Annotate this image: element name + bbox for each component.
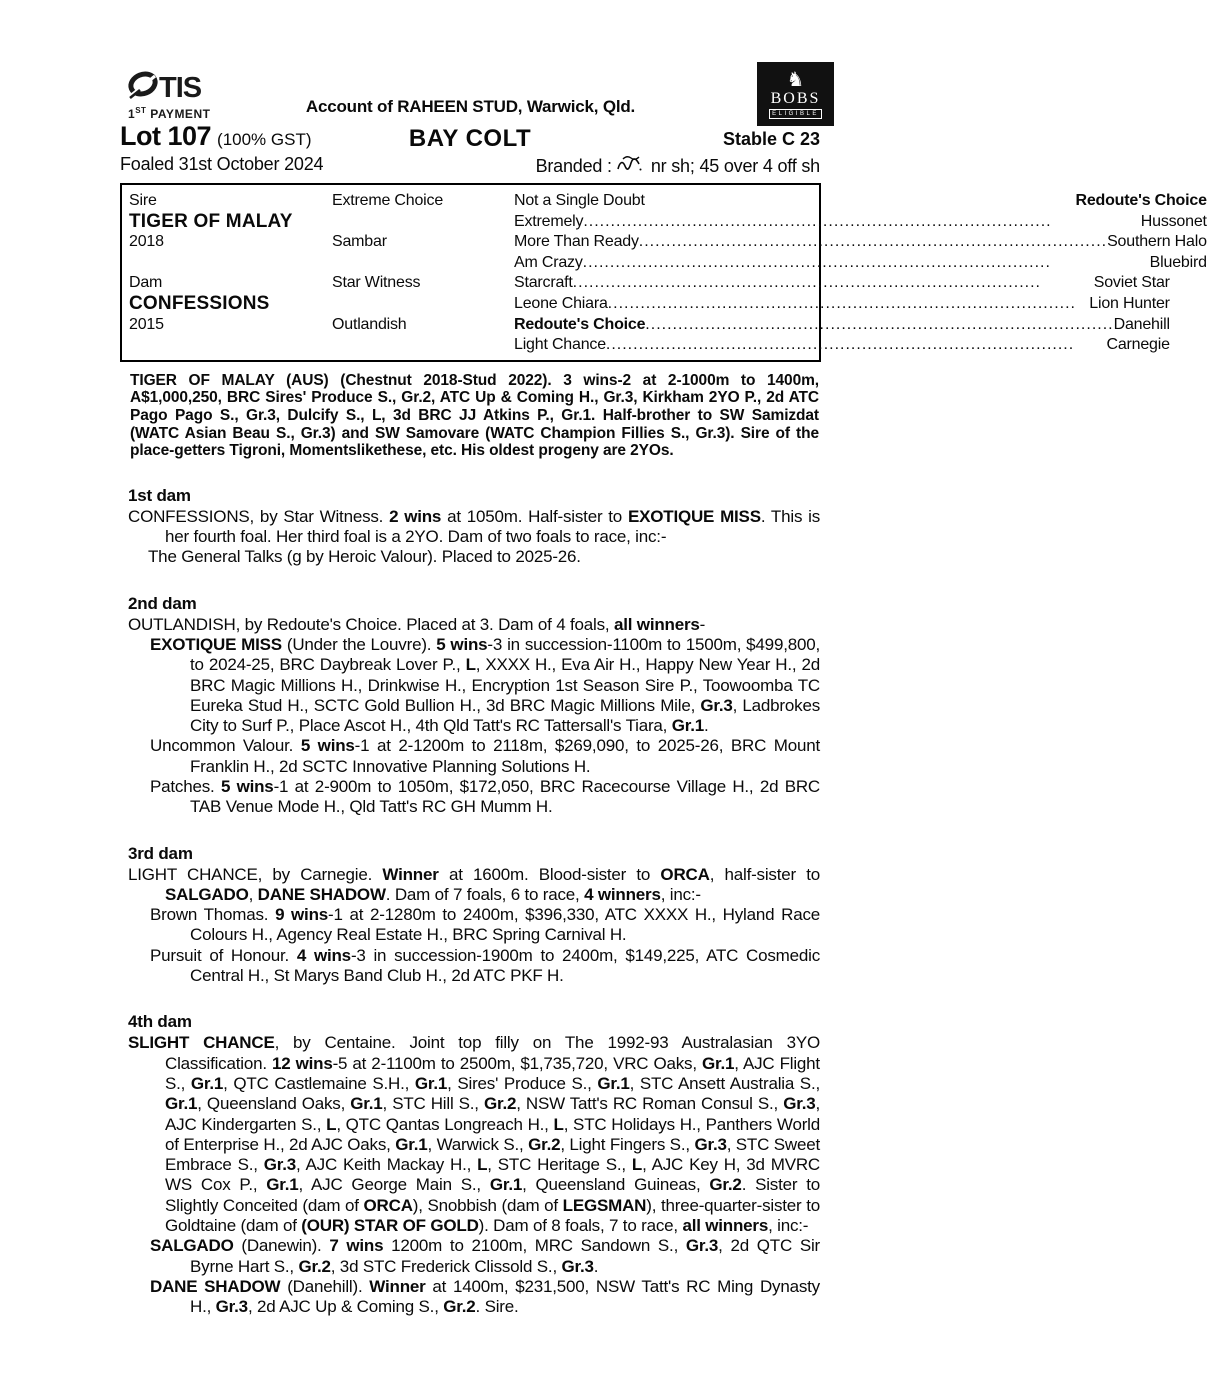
dam-parent-2: Outlandish xyxy=(332,315,407,333)
sire-parents-column xyxy=(332,191,514,273)
dam-entry: LIGHT CHANCE, by Carnegie. Winner at 1600m. Blood-sister to ORCA, half-sister to SALGADO, DANE SHADOW. Dam of 7 foals, 6 to race, 4 winners, inc:- xyxy=(128,864,821,904)
horse-head-icon: ♞ xyxy=(786,68,805,91)
branded-line xyxy=(536,154,820,179)
dam-parents-column xyxy=(332,273,514,355)
ancestor-line: More Than Ready ..... Southern Halo xyxy=(514,232,1207,253)
sire-role-label: Sire xyxy=(129,192,157,209)
brand-squiggle-icon xyxy=(616,154,646,179)
dam-parent-1: Star Witness xyxy=(332,274,421,292)
horse-entry: Patches. 5 wins-1 at 2-900m to 1050m, $172,050, BRC Racecourse Village H., 2d BRC TAB Venue Mode H., Qld Tatt's RC GH Mumm H. xyxy=(150,776,821,817)
sire-name: TIGER OF MALAY xyxy=(129,210,293,232)
gst-label: (100% GST) xyxy=(217,130,312,149)
horse-entry: EXOTIQUE MISS (Under the Louvre). 5 wins-3 in succession-1100m to 1500m, $499,800, to 2024-25, BRC Daybreak Lover P., L, XXXX H., Eva Air H., Happy New Year H., 2d BRC Magic Millions H., Drinkwise H., Encryption 1st Season Sire P., Toowoomba TC Eureka Stud H., SCTC Gold Bullion H., 3d BRC Magic Millions Mile, Gr.3, Ladbrokes City to Surf P., Place Ascot H., 4th Qld Tatt's RC Tattersall's Tiara, Gr.1. xyxy=(150,634,821,736)
dam-entry: SLIGHT CHANCE, by Centaine. Joint top filly on The 1992-93 Australasian 3YO Classification. 12 wins-5 at 2-1100m to 2500m, $1,735,720, VRC Oaks, Gr.1, AJC Flight S., Gr.1, QTC Castlemaine S.H., Gr.1, Sires' Produce S., Gr.1, STC Ansett Australia S., Gr.1, Queensland Oaks, Gr.1, STC Hill S., Gr.2, NSW Tatt's RC Roman Consul S., Gr.3, AJC Kindergarten S., L, QTC Qantas Longreach H., L, STC Holidays H., Panthers World of Enterprise H., 2d AJC Oaks, Gr.1, Warwick S., Gr.2, Light Fingers S., Gr.3, STC Sweet Embrace S., Gr.3, AJC Keith Mackay H., L, STC Heritage S., L, AJC Key H, 3d MVRC WS Cox P., Gr.1, AJC George Main S., Gr.1, Queensland Guineas, Gr.2. Sister to Slightly Conceited (dam of ORCA), Snobbish (dam of LEGSMAN), three-quarter-sister to Goldtaine (dam of (OUR) STAR OF GOLD). Dam of 8 foals, 7 to race, all winners, inc:- xyxy=(128,1033,821,1236)
ancestor-line: Light Chance ..... Carnegie xyxy=(514,335,1170,356)
sire-parent-2: Sambar xyxy=(332,233,387,251)
stable-label: Stable C 23 xyxy=(722,129,820,149)
horse-entry: Uncommon Valour. 5 wins-1 at 2-1200m to 2118m, $269,090, to 2025-26, BRC Mount Franklin H., 2d SCTC Innovative Planning Solutions H. xyxy=(150,736,821,776)
dam-year: 2015 xyxy=(129,315,164,333)
qtis-first-payment-label: 1ST PAYMENT xyxy=(128,106,211,121)
catalogue-page xyxy=(120,0,1207,1318)
sire-summary-paragraph: TIGER OF MALAY (AUS) (Chestnut 2018-Stud 2022). 3 wins-2 at 2-1000m to 1400m, A$1,000,250, BRC Sires' Produce S., Gr.2, ATC Up & Coming H., Gr.3, Kirkham 2YO P., 2d ATC Pago Pago S., Gr.3, Dulcify S., L, 3d BRC JJ Atkins P., Gr.1. Half-brother to SW Samizdat (WATC Asian Beau S., Gr.3) and SW Samovare (WATC Champion Fillies S., Gr.3). Sire of the place-getters Tigroni, Momentslikethese, etc. His oldest progeny are 2YOs. xyxy=(130,371,819,460)
branded-suffix: nr sh; 45 over 4 off sh xyxy=(650,156,820,176)
bobs-eligible-logo xyxy=(757,62,834,126)
foaled-date: Foaled 31st October 2024 xyxy=(120,154,324,174)
vendor-account-line: Account of RAHEEN STUD, Warwick, Qld. xyxy=(305,97,636,116)
lot-number: Lot 107 xyxy=(120,121,212,151)
section-4th-dam xyxy=(120,1012,821,1317)
section-3rd-dam xyxy=(120,844,821,987)
horse-entry: Brown Thomas. 9 wins-1 at 2-1280m to 2400m, $396,330, ATC XXXX H., Hyland Race Colours H., Agency Real Estate H., BRC Spring Carnival H. xyxy=(150,905,821,945)
dam-ancestors-column xyxy=(514,273,1170,355)
section-heading: 3rd dam xyxy=(128,843,193,863)
section-heading: 2nd dam xyxy=(128,593,197,613)
ancestor-line: Extremely ..... Hussonet xyxy=(514,212,1207,233)
horse-entry: DANE SHADOW (Danehill). Winner at 1400m, $231,500, NSW Tatt's RC Ming Dynasty H., Gr.3, 2d AJC Up & Coming S., Gr.2. Sire. xyxy=(150,1276,820,1317)
qtis-wordmark-tis: TIS xyxy=(159,71,202,104)
section-heading: 4th dam xyxy=(128,1012,192,1032)
ancestor-line: Not a Single Doubt Redoute's Choice xyxy=(514,192,1207,209)
pedigree-table xyxy=(120,183,1207,362)
ancestor-line: Am Crazy ..... Bluebird xyxy=(514,253,1207,274)
horse-entry: SALGADO (Danewin). 7 wins 1200m to 2100m, MRC Sandown S., Gr.3, 2d QTC Sir Byrne Hart S., Gr.2, 3d STC Frederick Clissold S., Gr.3. xyxy=(150,1236,820,1276)
section-heading: 1st dam xyxy=(128,485,191,505)
pedigree-sire-row xyxy=(122,191,1207,273)
section-2nd-dam xyxy=(120,594,821,818)
horse-title: BAY COLT xyxy=(408,125,532,152)
dam-column xyxy=(129,273,332,355)
ancestor-line: Starcraft ..... Soviet Star xyxy=(514,273,1170,294)
bobs-title: BOBS xyxy=(770,89,821,107)
section-1st-dam xyxy=(120,486,821,568)
horse-entry: Pursuit of Honour. 4 wins-3 in succession-1900m to 2400m, $149,225, ATC Cosmedic Central H., St Marys Band Club H., 2d ATC PKF H. xyxy=(150,945,820,986)
produce-entry: The General Talks (g by Heroic Valour). Placed to 2025-26. xyxy=(148,547,581,567)
dam-name: CONFESSIONS xyxy=(129,292,270,314)
dam-entry: OUTLANDISH, by Redoute's Choice. Placed at 3. Dam of 4 foals, all winners- xyxy=(128,614,706,634)
bobs-eligible-label: ELIGIBLE xyxy=(769,109,822,119)
page-header xyxy=(120,0,821,183)
sire-year: 2018 xyxy=(129,233,164,251)
dam-entry: CONFESSIONS, by Star Witness. 2 wins at 1050m. Half-sister to EXOTIQUE MISS. This is her fourth foal. Her third foal is a 2YO. Dam of two foals to race, inc:- xyxy=(128,506,821,547)
ancestor-line: Redoute's Choice ..... Danehill xyxy=(514,315,1170,336)
lot-row xyxy=(120,121,820,153)
foaled-row xyxy=(120,154,820,175)
pedigree-dam-row xyxy=(122,273,1170,355)
branded-prefix: Branded : xyxy=(535,156,612,176)
dam-role-label: Dam xyxy=(129,274,163,292)
ancestor-line: Leone Chiara ..... Lion Hunter xyxy=(514,294,1170,315)
sire-parent-1: Extreme Choice xyxy=(332,192,444,209)
sire-ancestors-column xyxy=(514,191,1207,273)
sire-column xyxy=(129,191,332,273)
